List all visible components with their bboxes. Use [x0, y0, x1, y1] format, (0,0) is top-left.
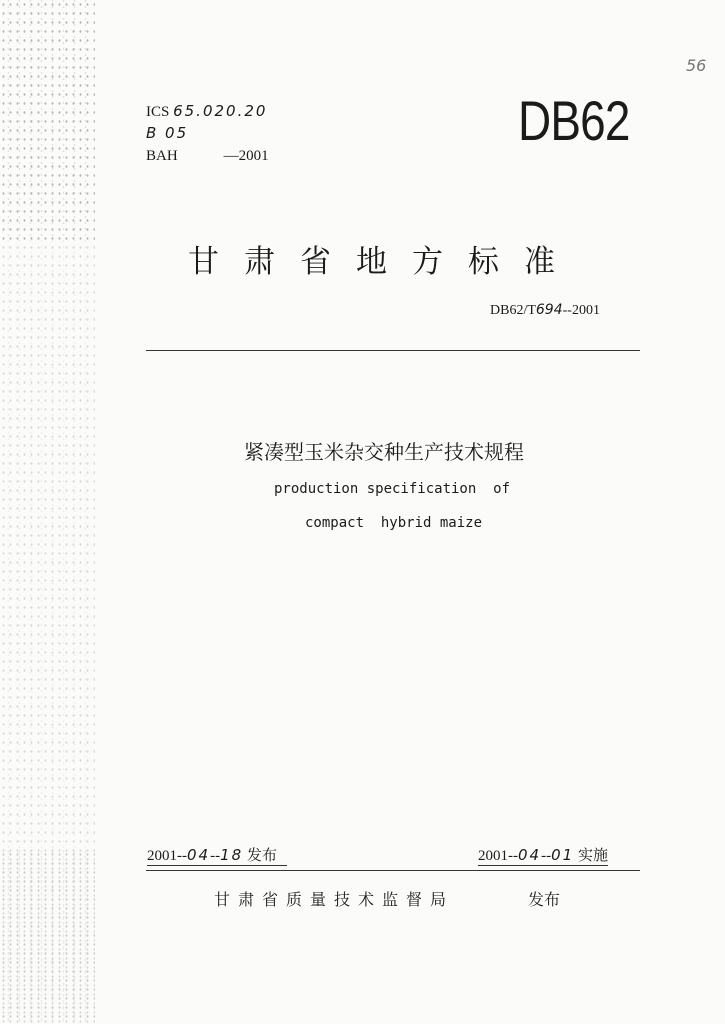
document-title-chinese: 紧凑型玉米杂交种生产技术规程	[244, 440, 524, 464]
classification-code: B 05	[146, 124, 189, 142]
corner-handwritten-mark: 56	[686, 56, 707, 75]
standard-number: DB62/T694--2001	[490, 302, 600, 318]
issuing-authority: 甘肃省质量技术监督局	[214, 890, 455, 909]
header-divider	[146, 350, 640, 351]
filing-number: BAH —2001	[146, 148, 269, 164]
issue-label: 发布	[246, 846, 277, 864]
issue-date: 2001--04--18 发布	[147, 844, 287, 866]
effective-date: 2001--04--01 实施	[478, 846, 608, 864]
issuing-action: 发布	[528, 890, 561, 909]
standard-mark: DB62	[518, 89, 630, 152]
scan-noise-bottom	[0, 850, 95, 1024]
document-title-english-line1: production specification of	[274, 481, 511, 497]
main-title: 甘肃省地方标准	[188, 244, 580, 280]
effective-label: 实施	[577, 846, 608, 864]
ics-code-handwritten: 65.020.20	[173, 102, 268, 120]
footer-divider	[146, 870, 640, 871]
document-title-english-line2: compact hybrid maize	[305, 515, 483, 531]
ics-code: ICS 65.020.20	[146, 102, 268, 120]
